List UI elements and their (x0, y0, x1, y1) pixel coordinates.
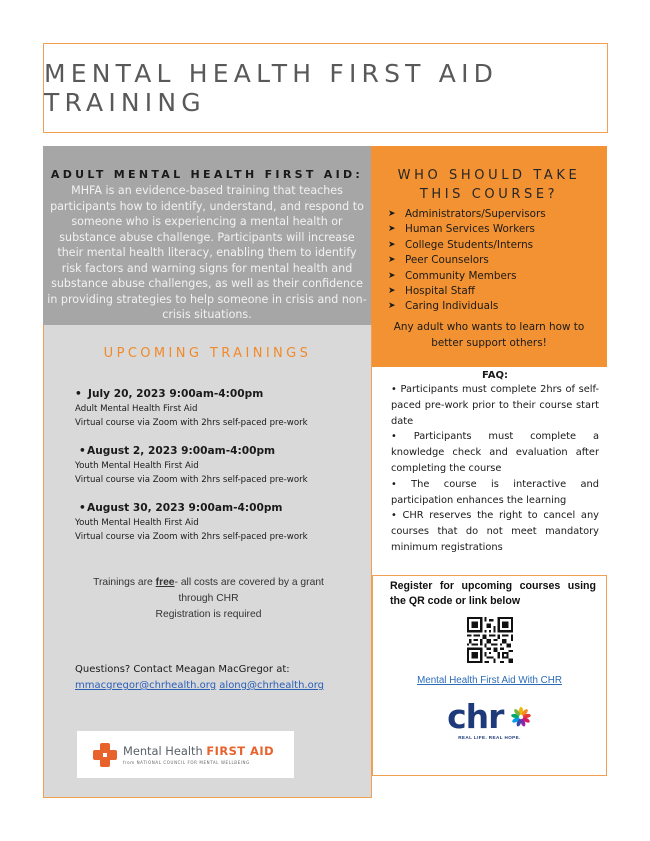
faq-item (391, 382, 599, 429)
bullet-icon: • (391, 431, 414, 443)
audience-list (371, 207, 607, 315)
session-course: Youth Mental Health First Aid (75, 461, 199, 471)
chr-wordmark: chr (447, 697, 504, 736)
contact-section (75, 662, 324, 694)
list-item-label: Administrators/Supervisors (405, 208, 546, 220)
list-item (388, 238, 607, 253)
arrow-bullet-icon: ➤ (388, 255, 396, 266)
mhfa-wordmark (123, 744, 274, 765)
cost-prefix: Trainings are (93, 577, 156, 588)
list-item-label: Hospital Staff (405, 285, 475, 298)
arrow-bullet-icon: ➤ (388, 224, 396, 235)
bullet-icon: • (79, 502, 86, 514)
faq-section (371, 367, 607, 575)
audience-section (371, 146, 607, 367)
register-section (372, 575, 607, 776)
contact-label: Questions? Contact Meagan MacGregor at: (75, 664, 290, 675)
about-body: MHFA is an evidence-based training that teaches participants how to identify, understand, and respond to someone who is experiencing a mental health or substance abuse challenge. Participants will increase their mental health literacy, enabling them to identify risk factors and warning signs for mental health and substance abuse challenges, as well as their confidence in providing strategies to help someone in crisis and non-crisis situations. (47, 184, 367, 321)
contact-emails (75, 678, 324, 694)
list-item (388, 253, 607, 268)
mhfa-brand-accent: FIRST AID (206, 744, 275, 758)
training-session (75, 443, 308, 488)
session-format: Virtual course via Zoom with 2hrs self-paced pre-work (75, 418, 308, 429)
chr-tagline: REAL LIFE. REAL HOPE. (458, 735, 521, 740)
cost-note (44, 575, 373, 623)
email-link-along[interactable]: along@chrhealth.org (219, 680, 324, 691)
cost-suffix: - all costs are covered by a grant through CHR (174, 577, 324, 604)
email-link-mmacgregor[interactable]: mmacgregor@chrhealth.org (75, 680, 217, 691)
arrow-bullet-icon: ➤ (388, 239, 396, 250)
cost-note-text (44, 575, 373, 606)
session-date-text: August 30, 2023 9:00am-4:00pm (87, 502, 283, 514)
audience-heading-line1: WHO SHOULD TAKE (397, 168, 581, 183)
arrow-bullet-icon: ➤ (388, 270, 396, 281)
session-date (75, 443, 308, 459)
audience-heading-line2: THIS COURSE? (419, 187, 559, 202)
list-item (388, 222, 607, 237)
arrow-bullet-icon: ➤ (388, 209, 396, 219)
session-course: Youth Mental Health First Aid (75, 518, 199, 528)
free-emphasis: free (155, 577, 175, 588)
faq-item-text: CHR reserves the right to cancel any courses that do not meet mandatory minimum registrations (391, 510, 600, 553)
page-title: MENTAL HEALTH FIRST AID TRAINING (44, 59, 499, 117)
list-item-label: Community Members (405, 269, 517, 282)
mhfa-brand-main (123, 744, 274, 758)
qr-code[interactable] (467, 617, 513, 663)
faq-item-text: The course is interactive and participation enhances the learning (391, 478, 599, 506)
session-date (75, 386, 308, 402)
session-course: Adult Mental Health First Aid (75, 404, 198, 414)
faq-item (391, 508, 599, 555)
arrow-bullet-icon: ➤ (388, 286, 396, 297)
arrow-bullet-icon: ➤ (388, 301, 396, 312)
bullet-icon: • (391, 478, 412, 490)
list-item-label: College Students/Interns (405, 238, 534, 251)
audience-heading (371, 166, 607, 204)
faq-item-text: Participants must complete 2hrs of self-paced pre-work prior to their course start date (391, 384, 600, 427)
session-date (75, 500, 308, 516)
bullet-icon: • (391, 384, 401, 395)
faq-list (391, 382, 599, 556)
bullet-icon: • (79, 445, 86, 457)
session-date-text: August 2, 2023 9:00am-4:00pm (87, 445, 276, 457)
chr-flower-icon (510, 706, 532, 728)
list-item-label: Human Services Workers (405, 223, 535, 236)
list-item-label: Peer Counselors (405, 254, 489, 267)
bullet-icon: • (75, 388, 82, 400)
mhfa-brand-text: Mental Health (123, 744, 207, 758)
audience-footer: Any adult who wants to learn how to better support others! (393, 320, 585, 349)
trainings-heading: UPCOMING TRAININGS (103, 346, 312, 361)
list-item-label: Caring Individuals (405, 300, 499, 313)
list-item (388, 299, 607, 314)
about-section (43, 146, 371, 326)
register-instructions: Register for upcoming courses using the QR code or link below (390, 580, 596, 607)
faq-item (391, 429, 599, 476)
chr-logo-mark (442, 697, 537, 736)
faq-item-text: Participants must complete a knowledge check and evaluation after completing the course (391, 431, 600, 474)
register-link[interactable]: Mental Health First Aid With CHR (417, 675, 562, 686)
mhfa-brand-sub: from NATIONAL COUNCIL FOR MENTAL WELLBEING (123, 760, 250, 765)
session-format: Virtual course via Zoom with 2hrs self-paced pre-work (75, 475, 308, 486)
title-banner (43, 43, 608, 133)
list-item (388, 284, 607, 299)
mhfa-cross-icon (93, 743, 117, 767)
registration-note: Registration is required (155, 609, 262, 620)
training-session (75, 500, 308, 545)
session-date-text: July 20, 2023 9:00am-4:00pm (88, 388, 264, 400)
about-heading: ADULT MENTAL HEALTH FIRST AID: (50, 168, 364, 181)
faq-item (391, 477, 599, 509)
mhfa-logo (77, 731, 294, 778)
faq-heading: FAQ: (482, 370, 508, 381)
chr-logo (442, 697, 537, 740)
trainings-section (43, 325, 372, 798)
bullet-icon: • (391, 510, 403, 522)
list-item (388, 207, 607, 222)
session-format: Virtual course via Zoom with 2hrs self-paced pre-work (75, 532, 308, 543)
list-item (388, 269, 607, 284)
training-session (75, 386, 308, 431)
